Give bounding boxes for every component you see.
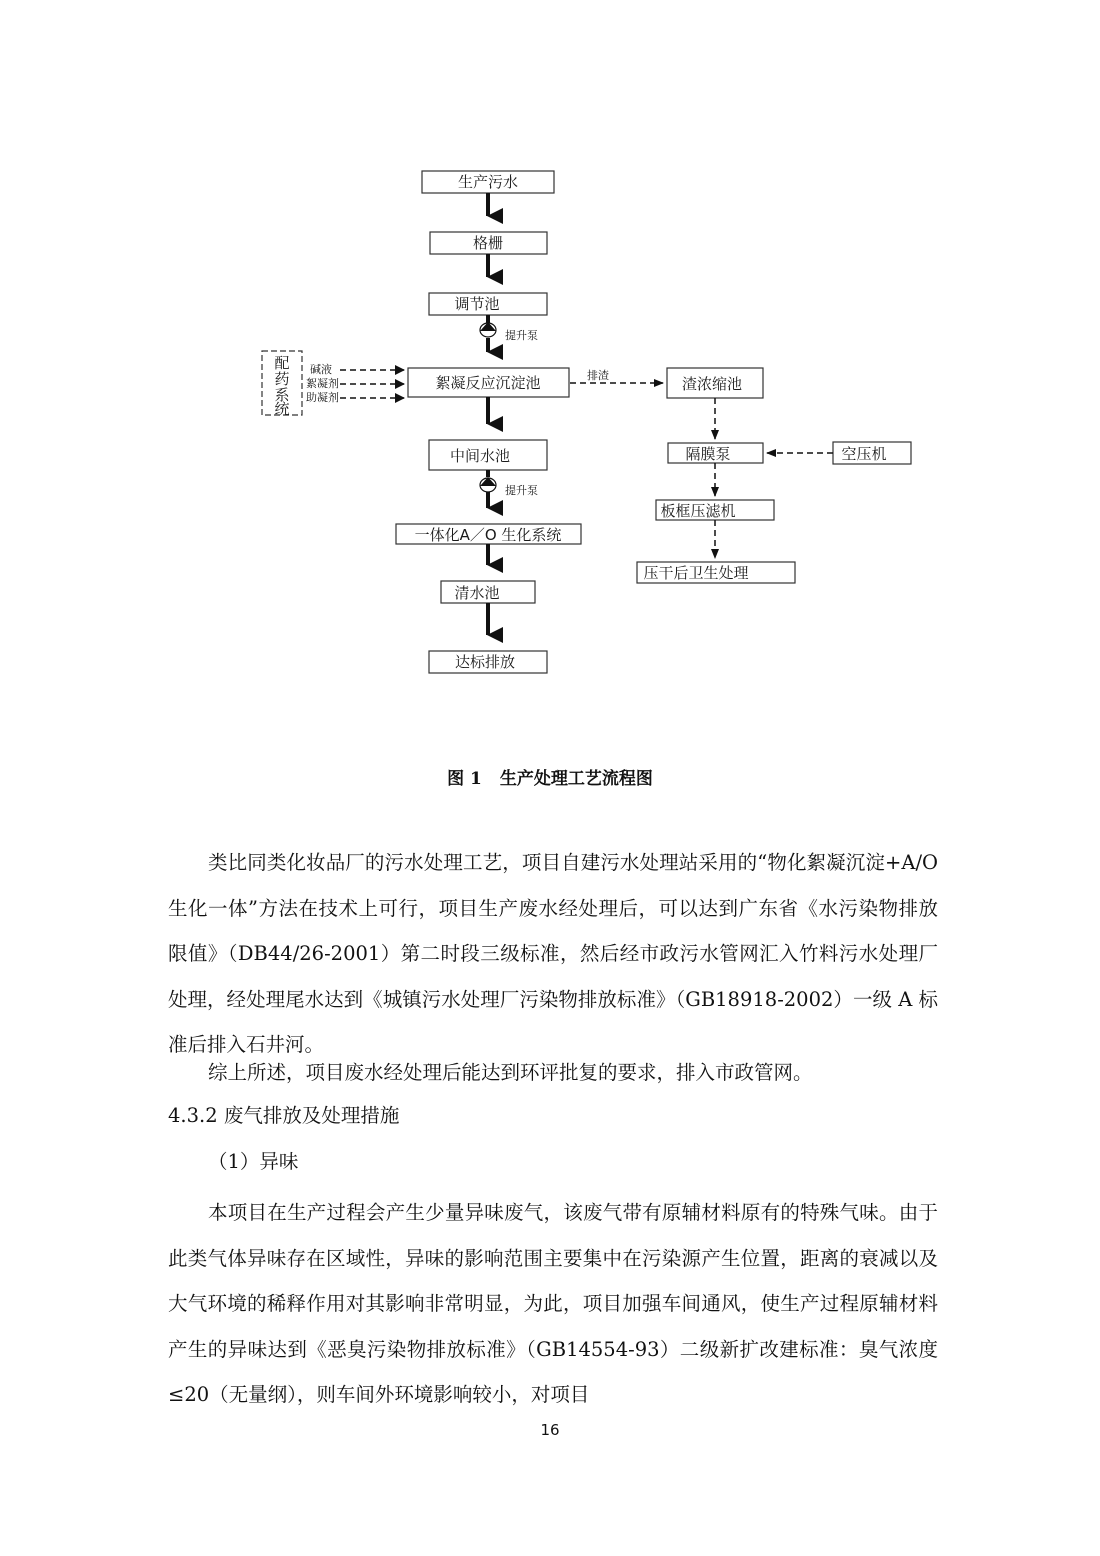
figure-number: 图 1 — [447, 769, 482, 789]
reagent-label: 碱液 — [310, 363, 332, 376]
subsection-heading: （1）异味 — [208, 1150, 299, 1173]
paragraph-summary — [168, 1050, 938, 1096]
regulating-tank-label: 调节池 — [454, 295, 500, 313]
paragraph-wastewater-treatment: 类比同类化妆品厂的污水处理工艺，项目自建污水处理站采用的“物化絮凝沉淀+A/O 生化一体”方法在技术上可行，项目生产废水经处理后，可以达到广东省《水污染物排放限值》（DB44/26-2001）第二时段三级标准，然后经市政污水管网汇入竹料污水处理厂处理，经处理尾水达到《城镇污水处理厂污染物排放标准》（GB18918-2002）一级 A 标准后排入石井河。 — [168, 851, 938, 1056]
discharge-label: 达标排放 — [454, 653, 516, 671]
disposal-label: 压干后卫生处理 — [643, 564, 749, 582]
paragraph-odor: 本项目在生产过程会产生少量异味废气，该废气带有原辅材料原有的特殊气味。由于此类气体异味存在区域性，异味的影响范围主要集中在污染源产生位置，距离的衰减以及大气环境的稀释作用对其影响非常明显，为此，项目加强车间通风，使生产过程原辅材料产生的异味达到《恶臭污染物排放标准》（GB14554-93）二级新扩改建标准：臭气浓度≤20（无量纲），则车间外环境影响较小，对项目 — [168, 1201, 938, 1406]
svg-text:药: 药 — [274, 370, 290, 388]
section-heading: 4.3.2 废气排放及处理措施 — [168, 1104, 400, 1127]
sewage-label: 生产污水 — [457, 173, 519, 191]
figure-caption — [0, 764, 1100, 789]
svg-text:系: 系 — [274, 386, 290, 404]
flocculation-tank-label: 絮凝反应沉淀池 — [435, 374, 541, 392]
filter-press-label: 板框压滤机 — [660, 502, 736, 520]
reagent-label: 絮凝剂 — [306, 377, 339, 390]
grille-label: 格栅 — [472, 234, 504, 252]
ao-system-label: 一体化A／O 生化系统 — [414, 526, 562, 544]
process-flow-diagram — [0, 0, 1100, 720]
svg-text:配: 配 — [274, 354, 290, 372]
page-number: 16 — [540, 1421, 560, 1439]
intermediate-tank-label: 中间水池 — [449, 447, 511, 465]
air-compressor-label: 空压机 — [841, 445, 887, 463]
thickener-label: 渣浓缩池 — [681, 375, 743, 393]
pump1-label: 提升泵 — [505, 329, 538, 342]
pump2-label: 提升泵 — [505, 484, 538, 497]
pump-icon — [480, 322, 496, 337]
slag-discharge-label: 排渣 — [587, 369, 609, 382]
pump-icon — [480, 477, 496, 492]
svg-text:统: 统 — [274, 400, 290, 418]
dosing-system-label — [274, 354, 289, 418]
reagent-label: 助凝剂 — [306, 391, 339, 404]
diaphragm-pump-label: 隔膜泵 — [685, 445, 731, 463]
figure-title: 生产处理工艺流程图 — [499, 769, 653, 789]
clear-water-tank-label: 清水池 — [454, 584, 500, 602]
summary-text: 综上所述，项目废水经处理后能达到环评批复的要求，排入市政管网。 — [208, 1061, 813, 1084]
